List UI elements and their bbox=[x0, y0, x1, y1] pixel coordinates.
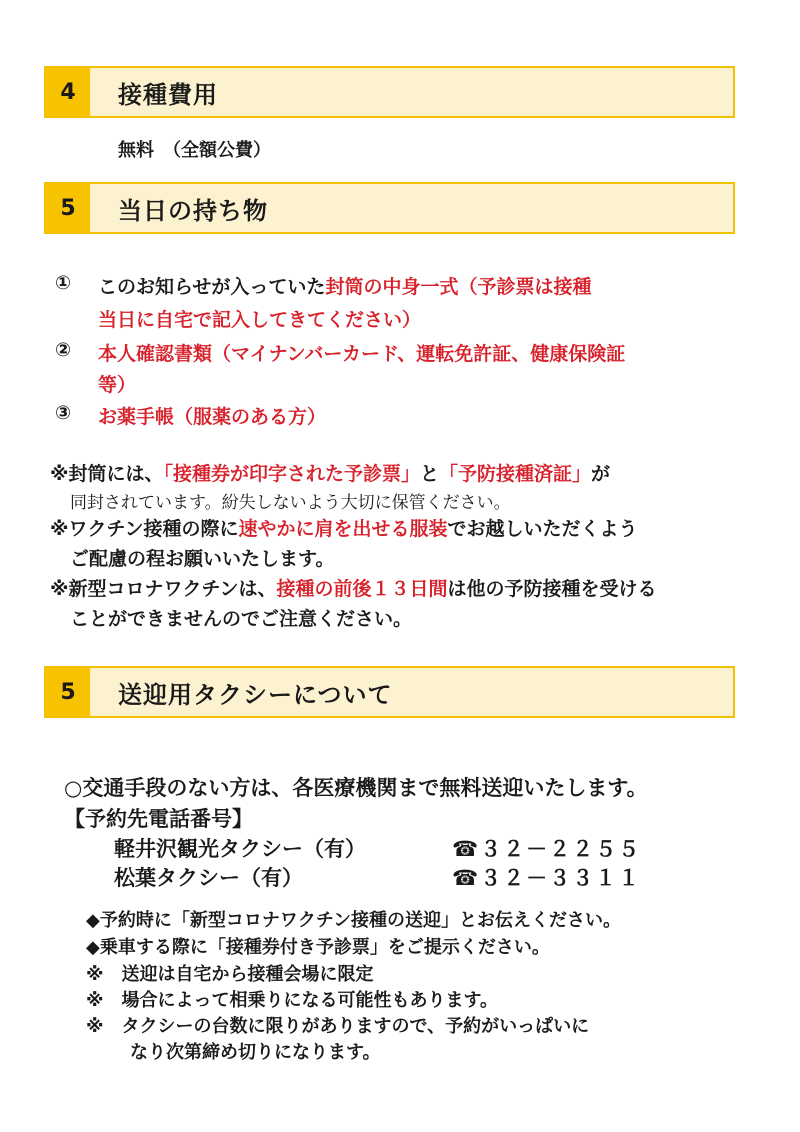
taxi-note: ◆乗車する際に「接種券付き予診票」をご提示ください。 bbox=[86, 937, 550, 958]
section-number: 4 bbox=[46, 68, 90, 116]
section-title: 送迎用タクシーについて bbox=[118, 680, 393, 709]
item-mark: ③ bbox=[55, 402, 72, 424]
note-line: ※封筒には、「接種券が印字された予診票」と「予防接種済証」が bbox=[50, 463, 611, 485]
taxi-name: 軽井沢観光タクシー（有） bbox=[114, 837, 366, 861]
list-item: 本人確認書類（マイナンバーカード、運転免許証、健康保険証 bbox=[98, 343, 626, 365]
section-title: 接種費用 bbox=[118, 80, 218, 109]
section-number: 5 bbox=[46, 668, 90, 716]
taxi-note: ※ タクシーの台数に限りがありますので、予約がいっぱいに bbox=[86, 1016, 590, 1037]
cost-text: 無料 （全額公費） bbox=[118, 140, 271, 161]
list-item: このお知らせが入っていた封筒の中身一式（予診票は接種 bbox=[98, 276, 592, 298]
section-header-taxi bbox=[44, 666, 735, 718]
taxi-note-continuation: なり次第締め切りになります。 bbox=[130, 1042, 381, 1063]
taxi-name: 松葉タクシー（有） bbox=[114, 866, 303, 890]
taxi-intro: ○交通手段のない方は、各医療機関まで無料送迎いたします。 bbox=[64, 776, 648, 800]
item-mark: ① bbox=[55, 272, 72, 294]
item-mark: ② bbox=[55, 339, 72, 361]
taxi-note: ※ 場合によって相乗りになる可能性もあります。 bbox=[86, 990, 499, 1011]
note-line: ご配慮の程お願いいたします。 bbox=[70, 548, 335, 570]
taxi-note: ◆予約時に「新型コロナワクチン接種の送迎」とお伝えください。 bbox=[86, 910, 621, 931]
phone-header: 【予約先電話番号】 bbox=[64, 807, 253, 831]
note-line: ※ワクチン接種の際に速やかに肩を出せる服装でお越しいただくよう bbox=[50, 518, 638, 540]
list-item-continuation: 等） bbox=[98, 374, 137, 396]
note-line: 同封されています。紛失しないよう大切に保管ください。 bbox=[70, 493, 511, 513]
taxi-phone: ☎３２－２２５５ bbox=[452, 837, 642, 861]
note-line: ※新型コロナワクチンは、接種の前後１３日間は他の予防接種を受ける bbox=[50, 578, 657, 600]
note-line: ことができませんのでご注意ください。 bbox=[70, 608, 413, 630]
taxi-phone: ☎３２－３３１１ bbox=[452, 866, 642, 890]
taxi-note: ※ 送迎は自宅から接種会場に限定 bbox=[86, 964, 374, 985]
list-item: お薬手帳（服薬のある方） bbox=[98, 406, 327, 428]
section-number: 5 bbox=[46, 184, 90, 232]
section-title: 当日の持ち物 bbox=[118, 196, 268, 225]
section-header-belongings bbox=[44, 182, 735, 234]
list-item-continuation: 当日に自宅で記入してきてください） bbox=[98, 309, 422, 331]
section-header-cost bbox=[44, 66, 735, 118]
